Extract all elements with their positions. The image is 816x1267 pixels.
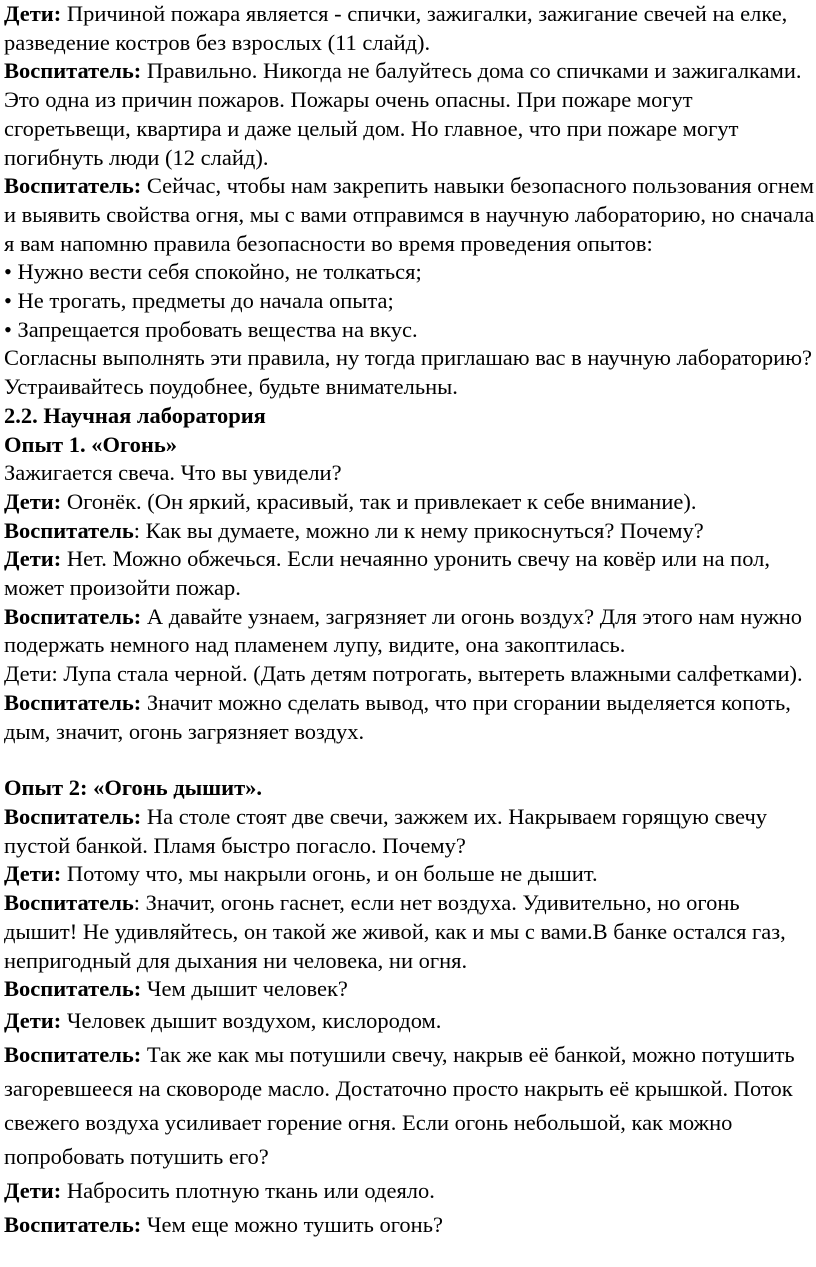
paragraph-text: Потому что, мы накрыли огонь, и он больше не дышит. bbox=[61, 861, 598, 887]
paragraph-text: : Как вы думаете, можно ли к нему прикоснуться? Почему? bbox=[133, 517, 704, 543]
speaker-label: Воспитатель bbox=[4, 517, 134, 543]
safety-rule-2 bbox=[4, 287, 816, 316]
paragraph-candle-lit bbox=[4, 459, 816, 488]
paragraph-children-answer-5 bbox=[4, 860, 816, 889]
rule-text: • Нужно вести себя спокойно, не толкаться; bbox=[4, 259, 422, 285]
speaker-label: Воспитатель: bbox=[4, 58, 142, 84]
paragraph-teacher-9 bbox=[4, 1038, 816, 1174]
speaker-label: Дети: bbox=[4, 1177, 62, 1203]
paragraph-teacher-2 bbox=[4, 172, 816, 258]
paragraph-text: Чем дышит человек? bbox=[141, 976, 348, 1002]
paragraph-children-answer-7 bbox=[4, 1174, 816, 1208]
paragraph-teacher-1 bbox=[4, 57, 816, 172]
experiment-1-heading: Опыт 1. «Огонь» bbox=[4, 431, 177, 457]
paragraph-children-answer-4 bbox=[4, 660, 816, 689]
paragraph-children-answer-3 bbox=[4, 545, 816, 602]
paragraph-text: Чем еще можно тушить огонь? bbox=[141, 1211, 443, 1237]
paragraph-text: : Значит, огонь гаснет, если нет воздуха. Удивительно, но огонь дышит! Не удивляйтесь, он такой же живой, как и мы с вами.В банке остался газ, непригодный для дыхания ни человека, ни огня. bbox=[4, 890, 786, 973]
paragraph-invitation bbox=[4, 344, 816, 401]
paragraph-children-answer-6 bbox=[4, 1004, 816, 1038]
paragraph-teacher-4 bbox=[4, 603, 816, 660]
paragraph-teacher-7 bbox=[4, 889, 816, 975]
paragraph-teacher-5 bbox=[4, 689, 816, 746]
safety-rule-3 bbox=[4, 316, 816, 345]
speaker-label: Дети: bbox=[4, 1, 62, 26]
speaker-label: Воспитатель bbox=[4, 890, 134, 916]
paragraph-teacher-6 bbox=[4, 803, 816, 860]
paragraph-children-answer-2 bbox=[4, 488, 816, 517]
paragraph-text: Правильно. Никогда не балуйтесь дома со спичками и зажигалками. Это одна из причин пожаров. Пожары очень опасны. При пожаре могут сгоретьвещи, квартира и даже целый дом. Но главное, что при пожаре могут погибнуть люди (12 слайд). bbox=[4, 58, 802, 170]
paragraph-text: Причиной пожара является - спички, зажигалки, зажигание свечей на елке, разведение костров без взрослых (11 слайд). bbox=[4, 1, 788, 55]
paragraph-text: Огонёк. (Он яркий, красивый, так и привлекает к себе внимание). bbox=[61, 488, 697, 514]
paragraph-text: Набросить плотную ткань или одеяло. bbox=[61, 1177, 435, 1203]
paragraph-teacher-10 bbox=[4, 1208, 816, 1242]
speaker-label: Воспитатель: bbox=[4, 603, 142, 629]
paragraph-text: А давайте узнаем, загрязняет ли огонь воздух? Для этого нам нужно подержать немного над пламенем лупу, видите, она закоптилась. bbox=[4, 603, 803, 658]
paragraph-children-answer-1 bbox=[4, 0, 816, 57]
paragraph-text: Значит можно сделать вывод, что при сгорании выделяется копоть, дым, значит, огонь загрязняет воздух. bbox=[4, 689, 791, 744]
paragraph-text: Человек дышит воздухом, кислородом. bbox=[61, 1007, 442, 1033]
paragraph-text: Так же как мы потушили свечу, накрыв её банкой, можно потушить загоревшееся на сковороде масло. Достаточно просто накрыть её крышкой. Поток свежего воздуха усиливает горение огня. Если огонь небольшой, как можно попробовать потушить его? bbox=[4, 1041, 795, 1169]
speaker-label: Воспитатель: bbox=[4, 803, 142, 829]
rule-text: • Не трогать, предметы до начала опыта; bbox=[4, 288, 394, 314]
blank-line bbox=[4, 746, 816, 774]
rule-text: • Запрещается пробовать вещества на вкус. bbox=[4, 316, 418, 342]
speaker-label: Воспитатель: bbox=[4, 689, 142, 715]
paragraph-text: На столе стоят две свечи, зажжем их. Накрываем горящую свечу пустой банкой. Пламя быстро погасло. Почему? bbox=[4, 803, 768, 858]
section-heading-lab: 2.2. Научная лаборатория bbox=[4, 402, 266, 428]
speaker-label: Воспитатель: bbox=[4, 1041, 142, 1067]
paragraph-text: Сейчас, чтобы нам закрепить навыки безопасного пользования огнем и выявить свойства огня, мы с вами отправимся в научную лабораторию, но сначала я вам напомню правила безопасности во время проведения опытов: bbox=[4, 173, 815, 256]
speaker-label: Воспитатель: bbox=[4, 173, 142, 199]
document-page bbox=[4, 0, 816, 1242]
speaker-label: Воспитатель: bbox=[4, 976, 142, 1002]
safety-rule-1 bbox=[4, 258, 816, 287]
speaker-label: Дети: bbox=[4, 1007, 62, 1033]
speaker-label: Дети: bbox=[4, 546, 62, 572]
paragraph-text: Зажигается свеча. Что вы увидели? bbox=[4, 460, 342, 486]
paragraph-teacher-3 bbox=[4, 517, 816, 546]
paragraph-text: Согласны выполнять эти правила, ну тогда приглашаю вас в научную лабораторию? Устраивайтесь поудобнее, будьте внимательны. bbox=[4, 345, 813, 400]
speaker-label: Воспитатель: bbox=[4, 1211, 142, 1237]
paragraph-text: Дети: Лупа стала черной. (Дать детям потрогать, вытереть влажными салфетками). bbox=[4, 661, 803, 687]
paragraph-teacher-8 bbox=[4, 975, 816, 1004]
paragraph-text: Нет. Можно обжечься. Если нечаянно уронить свечу на ковёр или на пол, может произойти пожар. bbox=[4, 546, 771, 601]
speaker-label: Дети: bbox=[4, 488, 62, 514]
experiment-2-heading: Опыт 2: «Огонь дышит». bbox=[4, 775, 263, 801]
speaker-label: Дети: bbox=[4, 861, 62, 887]
